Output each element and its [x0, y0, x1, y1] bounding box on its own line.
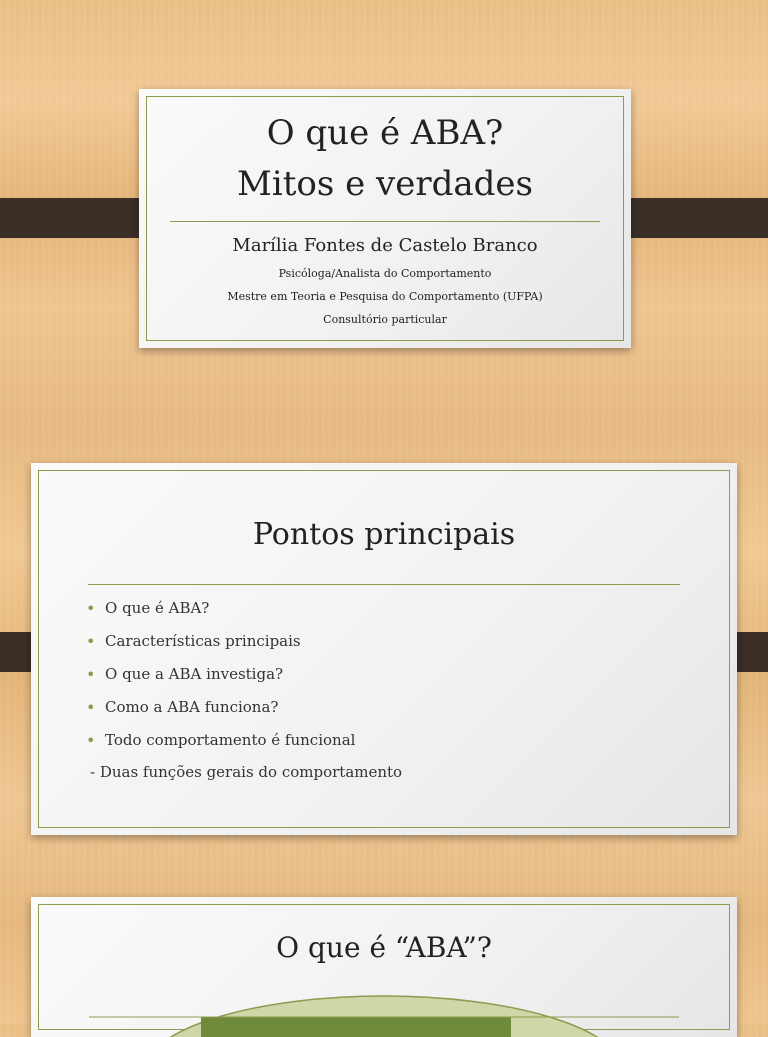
- list-item: • Como a ABA funciona?: [86, 691, 355, 724]
- bullet-icon: •: [86, 599, 96, 618]
- list-item: • Características principais: [86, 625, 355, 658]
- diagram-box: [201, 1017, 511, 1037]
- band-left-1: [0, 198, 155, 238]
- topics-list: [86, 592, 355, 757]
- list-item: • O que a ABA investiga?: [86, 658, 355, 691]
- bullet-icon: •: [86, 698, 96, 717]
- bullet-icon: •: [86, 731, 96, 750]
- author-practice: Consultório particular: [323, 313, 447, 326]
- diagram-arc: [31, 897, 737, 1037]
- list-item: • O que é ABA?: [86, 592, 355, 625]
- title-divider: [88, 584, 680, 585]
- slide-title: O que é “ABA”?: [276, 931, 492, 964]
- author-degree: Mestre em Teoria e Pesquisa do Comportamento (UFPA): [227, 290, 543, 303]
- author-name: Marília Fontes de Castelo Branco: [232, 235, 538, 256]
- list-item: • Todo comportamento é funcional: [86, 724, 355, 757]
- what-is-aba-slide[interactable]: [31, 897, 737, 1037]
- slide-title-line2: Mitos e verdades: [237, 164, 533, 204]
- slide-title: Pontos principais: [252, 517, 516, 552]
- band-right-1: [613, 198, 768, 238]
- sub-item: - Duas funções gerais do comportamento: [90, 763, 403, 781]
- bullet-icon: •: [86, 632, 96, 651]
- slide-title-line1: O que é ABA?: [266, 113, 504, 153]
- author-role: Psicóloga/Analista do Comportamento: [278, 267, 492, 280]
- bullet-icon: •: [86, 665, 96, 684]
- title-divider: [170, 221, 600, 222]
- title-slide[interactable]: [139, 89, 631, 348]
